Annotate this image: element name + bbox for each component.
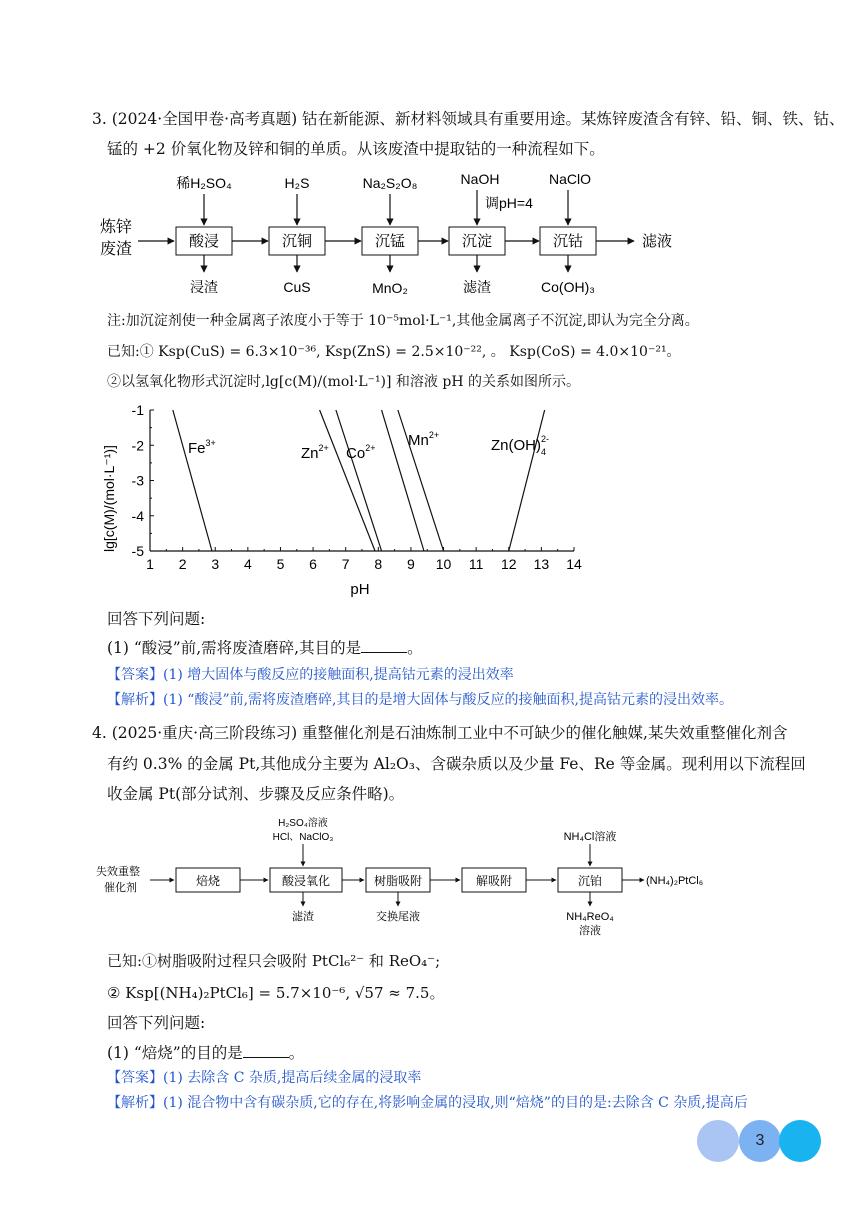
q4-start-2: 催化剂 [104,882,137,894]
x-tick-label: 2 [178,556,187,572]
q4-start-1: 失效重整 [96,866,140,878]
q4-box-3 [366,868,430,892]
q3-box-4 [449,227,505,255]
svg-text:沉铂: 沉铂 [577,874,603,888]
q4-flowchart [90,812,730,942]
series-line [509,410,545,551]
q4-answer: 【答案】(1) 去除含 C 杂质,提高后续金属的浸取率 [107,1070,422,1086]
y-tick-label: -5 [131,543,144,559]
q3-condition: 调pH=4 [485,195,533,211]
x-tick-label: 13 [533,556,550,572]
q3-reagent-1: 稀H₂SO₄ [176,175,232,191]
svg-text:酸浸氧化: 酸浸氧化 [281,874,331,888]
q4-analysis: 【解析】(1) 混合物中含有碳杂质,它的存在,将影响金属的浸取,则“焙烧”的目的是:去除含 C 杂质,提高后 [107,1095,748,1111]
q3-end: 滤液 [642,233,673,250]
q4-reagent-b: NH₄Cl溶液 [563,831,617,843]
y-tick-label: -2 [131,437,144,454]
svg-text:解吸附: 解吸附 [475,874,513,888]
page-number: 3 [739,1120,781,1162]
q3-answer-intro: 回答下列问题: [107,610,206,628]
x-tick-label: 7 [341,556,350,572]
q4-answer-intro: 回答下列问题: [107,1014,206,1032]
x-tick-label: 4 [243,556,252,572]
q4-stem-line2: 有约 0.3% 的金属 Pt,其他成分主要为 Al₂O₃、含碳杂质以及少量 Fe、Re 等金属。现利用以下流程回 [107,755,806,773]
q3-box-3 [362,227,418,255]
x-tick-label: 14 [566,556,582,572]
q4-stem-line1: 4. (2025·重庆·高三阶段练习) 重整催化剂是石油炼制工业中不可缺少的催化触媒,某失效重整催化剂含 [92,724,788,742]
q4-stem-line3: 收金属 Pt(部分试剂、步骤及反应条件略)。 [107,785,405,803]
ph-chart [98,398,598,598]
q3-reagent-2: H₂S [284,175,310,191]
q4-known1: 已知:①树脂吸附过程只会吸附 PtCl₆²⁻ 和 ReO₄⁻; [107,952,441,970]
q3-product-4: 滤渣 [463,279,491,295]
svg-text:沉钴: 沉钴 [552,233,584,250]
chart-ylabel: lg[c(M)/(mol·L⁻¹)] [101,445,117,552]
svg-text:沉锰: 沉锰 [374,233,406,250]
q3-stem-line2: 锰的 +2 价氧化物及锌和铜的单质。从该废渣中提取钴的一种流程如下。 [107,140,605,158]
q3-start-2: 废渣 [100,241,133,258]
q4-box-5 [558,868,622,892]
series-line [320,410,375,551]
q3-analysis: 【解析】(1) “酸浸”前,需将废渣磨碎,其目的是增大固体与酸反应的接触面积,提高钴元素的浸出效率。 [107,692,733,708]
q4-box-4 [462,868,526,892]
x-tick-label: 10 [435,556,452,572]
q4-end: (NH₄)₂PtCl₆ [646,875,704,887]
q3-box-5 [540,227,596,255]
x-tick-label: 6 [309,556,317,572]
chart-xlabel: pH [350,581,370,598]
svg-text:沉淀: 沉淀 [461,233,493,250]
x-tick-label: 3 [211,556,220,572]
q3-question1: (1) “酸浸”前,需将废渣磨碎,其目的是 。 [107,639,423,657]
x-tick-label: 9 [407,556,415,572]
q4-reagent-a2: HCl、NaClO₃ [272,832,334,843]
q3-box-1 [176,227,232,255]
x-tick-label: 1 [146,556,154,572]
y-tick-label: -4 [131,507,144,524]
q3-reagent-3: Na₂S₂O₈ [362,175,418,191]
label-fe: $Fe^{3+}$ [188,438,216,457]
answer-blank[interactable] [243,1043,289,1058]
page-circle-left [697,1120,739,1162]
label-mn: $Mn^{2+}$ [408,430,440,449]
answer-blank[interactable] [361,638,407,653]
series-line [336,410,382,551]
q3-note: 注:加沉淀剂使一种金属离子浓度小于等于 10⁻⁵mol·L⁻¹,其他金属离子不沉淀,即认为完全分离。 [107,313,699,329]
q3-reagent-5: NaClO [548,171,592,187]
q3-box-2 [269,227,325,255]
q3-stem-line1: 3. (2024·全国甲卷·高考真题) 钴在新能源、新材料领域具有重要用途。某炼锌废渣含有锌、铅、铜、铁、钴、 [92,110,845,128]
q3-flowchart [90,166,810,304]
q3-product-2: CuS [283,279,311,295]
svg-text:树脂吸附: 树脂吸附 [373,874,423,888]
q4-box-1 [176,868,240,892]
q4-product-3a: NH₄ReO₄ [566,911,614,923]
x-tick-label: 11 [468,556,484,572]
x-tick-label: 8 [374,556,383,572]
q3-known2: ②以氢氧化物形式沉淀时,lg[c(M)/(mol·L⁻¹)] 和溶液 pH 的关系如图所示。 [107,374,581,390]
q4-product-1: 滤渣 [292,911,314,923]
q4-question1: (1) “焙烧”的目的是 。 [107,1044,305,1062]
q3-product-1: 浸渣 [190,279,218,295]
q3-start-1: 炼锌 [100,219,133,236]
y-tick-label: -3 [131,472,144,489]
x-tick-label: 12 [500,556,517,572]
page-circle-right [779,1120,821,1162]
q3-product-3: MnO₂ [372,280,408,296]
series-line [173,410,212,551]
q3-known1: 已知:① Ksp(CuS) = 6.3×10⁻³⁶, Ksp(ZnS) = 2.5×10⁻²², 。 Ksp(CoS) = 4.0×10⁻²¹。 [107,344,681,360]
svg-text:焙烧: 焙烧 [195,874,221,888]
q4-product-2: 交换尾液 [376,911,420,923]
q4-reagent-a1: H₂SO₄溶液 [278,818,328,829]
y-tick-label: -1 [131,402,144,418]
q3-product-5: Co(OH)₃ [541,279,595,295]
q4-product-3b: 溶液 [579,925,601,937]
svg-text:酸浸: 酸浸 [188,233,220,250]
q3-answer: 【答案】(1) 增大固体与酸反应的接触面积,提高钴元素的浸出效率 [107,667,514,683]
q3-reagent-4: NaOH [460,171,500,187]
x-tick-label: 5 [276,556,285,572]
label-znoh: $Zn(OH)_42-$ [491,434,550,457]
q4-box-2 [270,868,342,892]
label-co: $Co^{2+}$ [346,443,376,462]
label-zn: $Zn^{2+}$ [301,443,329,462]
q4-known2: ② Ksp[(NH₄)₂PtCl₆] = 5.7×10⁻⁶, √57 ≈ 7.5。 [107,984,445,1002]
svg-text:沉铜: 沉铜 [281,233,313,250]
